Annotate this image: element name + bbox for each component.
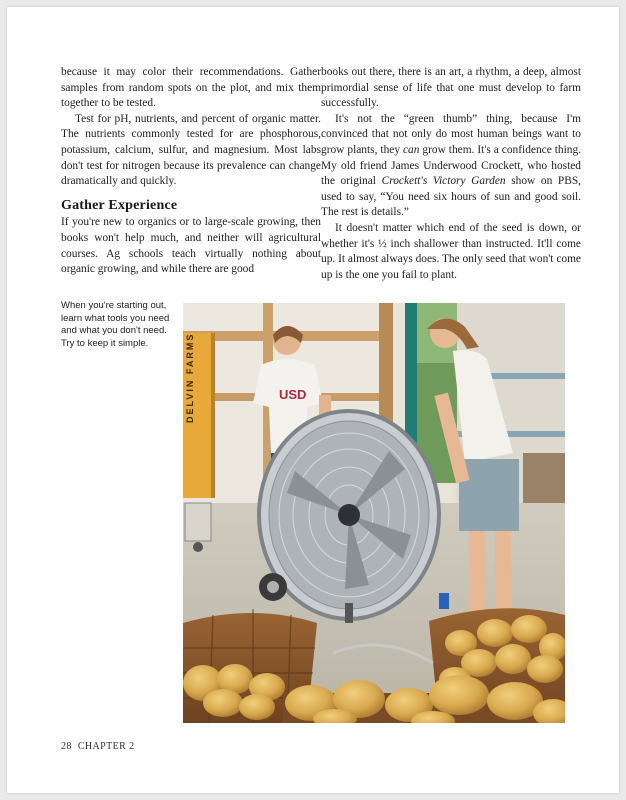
- page-number: 28: [61, 741, 72, 752]
- emphasis-can: can: [402, 143, 420, 156]
- photo-illustration: [183, 303, 565, 723]
- right-paragraph-2: [321, 112, 581, 221]
- photo-caption: When you're starting out, learn what tools you need and what you don't need. Try to keep it simple.: [61, 300, 170, 349]
- page-footer: [61, 741, 140, 752]
- right-paragraph-2-part-a: It's not the “green thumb” thing, because I'm convinced that not only do most human beings want to grow plants, they: [321, 112, 581, 156]
- left-column: [61, 65, 321, 278]
- section-heading: Gather Experience: [61, 197, 178, 213]
- right-paragraph-2-part-b: grow them. It's a confidence thing. My old friend James Underwood Crockett, who hosted the original: [321, 143, 581, 188]
- left-paragraph-3: If you're new to organics or to large-scale growing, then books won't help much, and neither will agricultural courses. Ag schools teach virtually nothing about organic growing, and while there are good: [61, 216, 321, 276]
- photo-fan-and-potatoes: [183, 303, 565, 723]
- right-paragraph-2-part-c: show on PBS, used to say, “You need six hours of sun and good soil. The rest is details.”: [321, 175, 581, 219]
- sign-text: DELVIN FARMS: [185, 332, 195, 423]
- show-title: Crockett's Victory Garden: [381, 175, 506, 188]
- shirt-text: USD: [279, 387, 307, 402]
- left-paragraph-1: because it may color their recommendations. Gather samples from random spots on the plot, and mix them together to be tested.: [61, 66, 321, 110]
- book-page: [7, 7, 619, 793]
- left-paragraph-2: Test for pH, nutrients, and percent of organic matter. The nutrients commonly tested for are phosphorous, potassium, calcium, sulfur, and magnesium. Most labs don't test for nitrogen because its prevalence can change dramatically and quickly.: [61, 112, 321, 188]
- right-column: [321, 65, 581, 283]
- chapter-label: CHAPTER 2: [77, 741, 135, 752]
- right-paragraph-1: books out there, there is an art, a rhythm, a deep, almost primordial sense of life that one must develop to farm successfully.: [321, 66, 581, 110]
- right-paragraph-3: It doesn't matter which end of the seed is down, or whether it's ½ inch shallower than instructed. It'll come up. It almost always does. The only seed that won't come up is the one you fail to plant.: [321, 221, 581, 281]
